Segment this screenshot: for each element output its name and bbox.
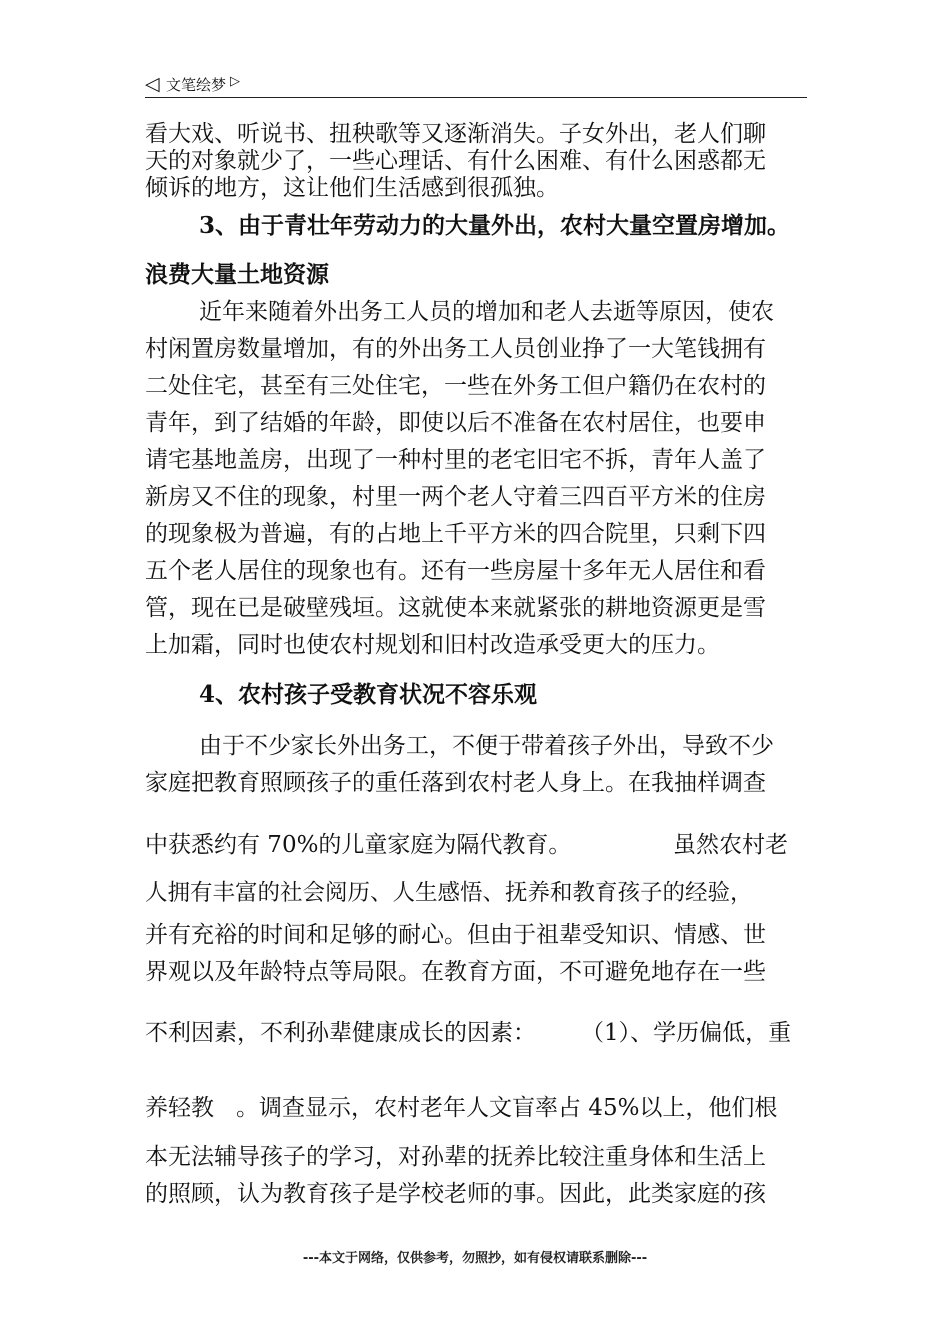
text-line: 人拥有丰富的社会阅历、人生感悟、抚养和教育孩子的经验， — [145, 880, 753, 906]
text-line: 请宅基地盖房，出现了一种村里的老宅旧宅不拆，青年人盖了 — [145, 447, 766, 473]
text-line: 家庭把教育照顾孩子的重任落到农村老人身上。在我抽样调查 — [145, 770, 766, 796]
header-title: 文笔绘梦 — [166, 76, 227, 94]
section-heading-continued: 浪费大量土地资源 — [145, 261, 329, 288]
text-line: 五个老人居住的现象也有。还有一些房屋十多年无人居住和看 — [145, 558, 766, 584]
text-line: 村闲置房数量增加，有的外出务工人员创业挣了一大笔钱拥有 — [145, 336, 766, 362]
text-line: 新房又不住的现象，村里一两个老人守着三四百平方米的住房 — [145, 484, 766, 510]
text-line: 管，现在已是破壁残垣。这就使本来就紧张的耕地资源更是雪 — [145, 595, 766, 621]
text-line-fragment: 虽然农村老 — [673, 832, 788, 858]
page-header — [145, 72, 807, 98]
text-line: 二处住宅，甚至有三处住宅，一些在外务工但户籍仍在农村的 — [145, 373, 766, 399]
text-line: 青年，到了结婚的年龄，即使以后不准备在农村居住，也要申 — [145, 410, 766, 436]
text-line: 倾诉的地方，这让他们生活感到很孤独。 — [145, 175, 559, 201]
text-line: 的照顾，认为教育孩子是学校老师的事。因此，此类家庭的孩 — [145, 1181, 766, 1207]
text-line: 上加霜，同时也使农村规划和旧村改造承受更大的压力。 — [145, 632, 720, 658]
text-line: 界观以及年龄特点等局限。在教育方面，不可避免地存在一些 — [145, 959, 766, 985]
triangle-left-icon: ◁ — [145, 73, 160, 95]
page-footer: ---本文于网络，仅供参考，勿照抄，如有侵权请联系删除--- — [302, 1251, 648, 1266]
section-heading: 4、农村孩子受教育状况不容乐观 — [199, 681, 538, 708]
paragraph-first-line: 由于不少家长外出务工，不便于带着孩子外出，导致不少 — [199, 733, 774, 759]
text-line: 不利因素，不利孙辈健康成长的因素： — [145, 1020, 536, 1046]
text-line: 看大戏、听说书、扭秧歌等又逐渐消失。子女外出，老人们聊 — [145, 121, 766, 147]
text-line: 的现象极为普遍，有的占地上千平方米的四合院里，只剩下四 — [145, 521, 766, 547]
text-line: 中获悉约有 70%的儿童家庭为隔代教育。 — [145, 832, 572, 858]
text-line-fragment: （1）、学历偏低，重 — [581, 1020, 792, 1046]
header-divider — [145, 97, 807, 98]
triangle-right-icon: ▷ — [230, 74, 240, 89]
text-line: 并有充裕的时间和足够的耐心。但由于祖辈受知识、情感、世 — [145, 922, 766, 948]
text-line: 天的对象就少了，一些心理话、有什么困难、有什么困惑都无 — [145, 148, 766, 174]
text-line: 本无法辅导孩子的学习，对孙辈的抚养比较注重身体和生活上 — [145, 1144, 766, 1170]
paragraph-first-line: 近年来随着外出务工人员的增加和老人去逝等原因，使农 — [199, 299, 774, 325]
text-line: 养轻教 — [145, 1095, 214, 1121]
text-line-fragment: 。调查显示，农村老年人文盲率占 45%以上，他们根 — [236, 1095, 778, 1121]
section-heading: 3、由于青壮年劳动力的大量外出，农村大量空置房增加。 — [199, 212, 791, 239]
